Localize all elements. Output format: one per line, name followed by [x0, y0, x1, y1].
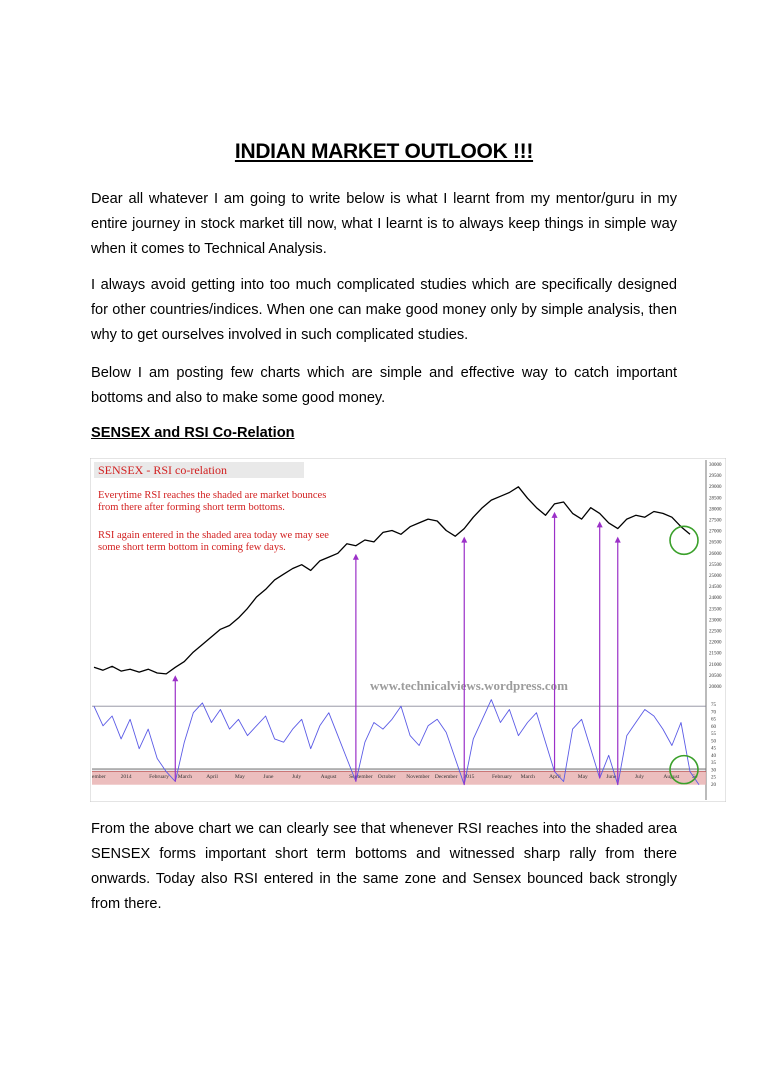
annotation-line-1: Everytime RSI reaches the shaded are market bounces: [98, 490, 327, 501]
x-tick-label: February: [492, 774, 512, 780]
x-tick-label: September: [349, 774, 373, 780]
price-axis-label: 28500: [709, 496, 722, 502]
x-tick-label: December: [434, 774, 458, 780]
rsi-axis-label: 30: [711, 768, 716, 774]
x-tick-label: April: [206, 774, 218, 780]
rsi-axis-label: 40: [711, 753, 716, 759]
chart-canvas: [90, 458, 726, 802]
page-title: INDIAN MARKET OUTLOOK !!!: [234, 140, 534, 163]
sensex-rsi-chart: [90, 458, 726, 802]
price-axis-label: 21500: [709, 651, 722, 657]
x-tick-label: ember: [92, 774, 106, 780]
price-axis-label: 26000: [709, 551, 722, 557]
conclusion-paragraph: From the above chart we can clearly see that whenever RSI reaches into the shaded area SENSEX forms important short term bottoms and witnessed sharp rally from there onwards. Today also RSI entered in the same zone and Sensex bounced back strongly from there.: [91, 821, 677, 912]
x-tick-label: 2014: [120, 774, 132, 780]
price-axis-label: 23000: [709, 618, 722, 624]
approach-paragraph: I always avoid getting into too much complicated studies which are specifically designed for other countries/indices. When one can make good money only by simple analysis, then why to get ourselves involved in such complicated studies.: [91, 277, 677, 343]
price-axis-label: 22000: [709, 640, 722, 646]
rsi-axis-label: 50: [711, 739, 716, 745]
x-tick-label: 2015: [463, 774, 475, 780]
price-axis-label: 29500: [709, 474, 722, 480]
price-axis-label: 26500: [709, 540, 722, 546]
section-heading: SENSEX and RSI Co-Relation: [91, 425, 295, 441]
price-axis-label: 28000: [709, 507, 722, 513]
x-tick-label: July: [634, 774, 645, 780]
x-tick-label: June: [263, 774, 274, 780]
x-tick-label: August: [320, 774, 337, 780]
x-tick-label: November: [406, 774, 430, 780]
x-tick-label: February: [149, 774, 170, 780]
rsi-axis-label: 60: [711, 724, 716, 730]
rsi-axis-label: 70: [711, 710, 716, 716]
price-axis-label: 27000: [709, 529, 722, 535]
x-tick-label: March: [177, 774, 193, 780]
x-tick-label: July: [292, 774, 302, 780]
rsi-axis-label: 45: [711, 746, 716, 752]
x-tick-label: October: [377, 774, 396, 780]
annotation-line-4: some short term bottom in coming few days.: [98, 542, 286, 553]
rsi-axis-label: 65: [711, 717, 716, 723]
price-axis-label: 25500: [709, 562, 722, 568]
price-axis-label: 22500: [709, 629, 722, 635]
x-tick-label: May: [234, 774, 245, 780]
x-tick-label: May: [577, 774, 588, 780]
annotation-line-2: from there after forming short term bottoms.: [98, 502, 285, 513]
price-axis-label: 24000: [709, 596, 722, 602]
chart-title: SENSEX - RSI co-relation: [98, 463, 227, 477]
charts-intro-paragraph: Below I am posting few charts which are simple and effective way to catch important bottoms and also to make some good money.: [91, 365, 677, 406]
x-tick-label: April: [549, 774, 561, 780]
intro-paragraph: Dear all whatever I am going to write below is what I learnt from my mentor/guru in my entire journey in stock market till now, what I learnt is to always keep things in simple way when it comes to Technical Analysis.: [91, 191, 677, 257]
price-axis-label: 24500: [709, 585, 722, 591]
price-axis-label: 23500: [709, 607, 722, 613]
rsi-axis-label: 35: [711, 761, 716, 767]
x-tick-label: March: [520, 774, 535, 780]
price-axis-label: 25000: [709, 574, 722, 579]
price-axis-label: 30000: [709, 463, 722, 468]
rsi-axis-label: 55: [711, 732, 716, 738]
price-axis-label: 27500: [709, 518, 722, 524]
chart-watermark: www.technicalviews.wordpress.com: [370, 678, 568, 693]
x-tick-label: Se: [692, 774, 698, 780]
price-axis-label: 21000: [709, 662, 722, 668]
price-axis-label: 29000: [709, 485, 722, 491]
rsi-axis-label: 75: [711, 703, 716, 708]
rsi-axis-label: 25: [711, 775, 716, 781]
x-tick-label: August: [663, 774, 680, 780]
price-axis-label: 20000: [709, 685, 722, 690]
price-axis-label: 20500: [709, 673, 722, 679]
annotation-line-3: RSI again entered in the shaded area today we may see: [98, 530, 329, 541]
x-tick-label: June: [606, 774, 617, 780]
rsi-axis-label: 20: [711, 783, 716, 788]
